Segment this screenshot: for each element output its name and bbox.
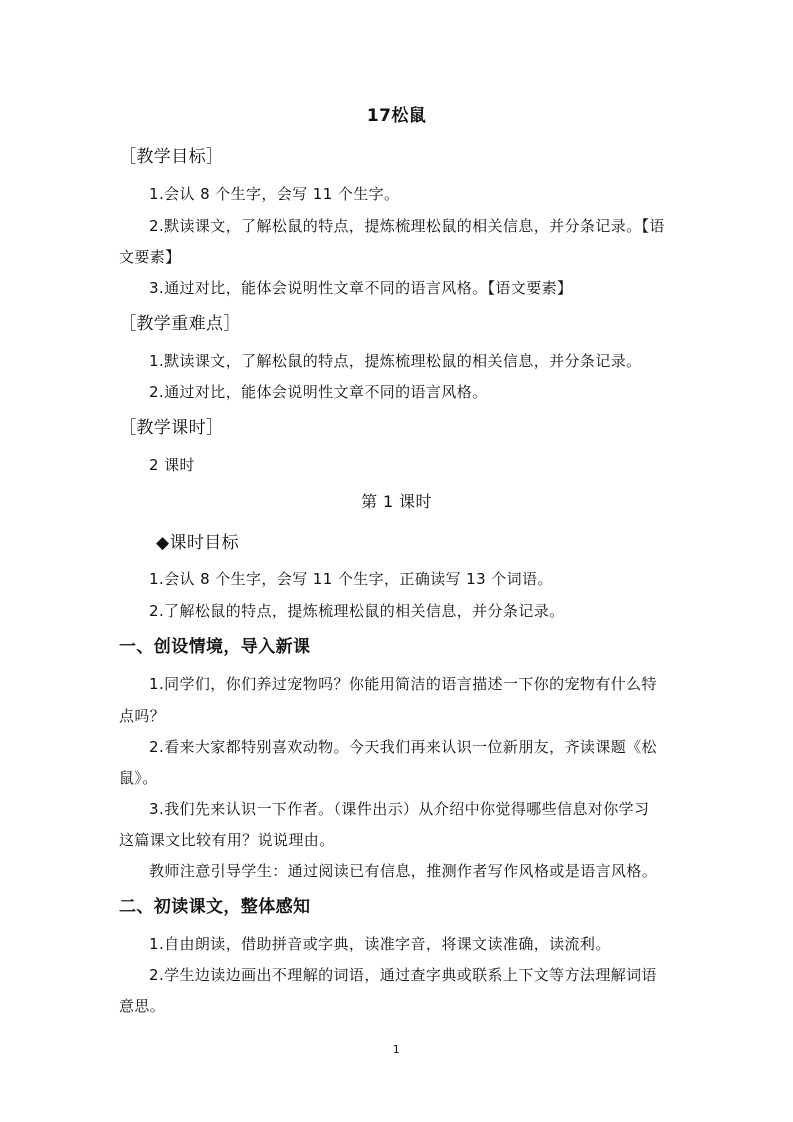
paragraph-line: 意思。 [119, 997, 166, 1015]
lesson-goal-item: 1.会认 8 个生字，会写 11 个生字，正确读写 13 个词语。 [149, 570, 553, 588]
goal-item: 2.默读课文，了解松鼠的特点，提炼梳理松鼠的相关信息，并分条记录。【语 [149, 217, 665, 235]
goal-item: 3.通过对比，能体会说明性文章不同的语言风格。【语文要素】 [149, 279, 573, 297]
teaching-goals-heading: ［教学目标］ [119, 147, 224, 167]
paragraph-line: 3.我们先来认识一下作者。（课件出示）从介绍中你觉得哪些信息对你学习 [149, 800, 650, 818]
goal-item: 1.会认 8 个生字，会写 11 个生字。 [149, 185, 400, 203]
paragraph-line: 1.同学们，你们养过宠物吗？你能用简洁的语言描述一下你的宠物有什么特 [149, 675, 657, 693]
section-heading-first-reading: 二、初读课文，整体感知 [119, 897, 311, 917]
paragraph-line: 这篇课文比较有用？说说理由。 [119, 831, 335, 849]
page-number: 1 [392, 1043, 401, 1056]
paragraph-line: 点吗？ [119, 707, 166, 725]
lesson-title: 第 1 课时 [361, 492, 432, 511]
paragraph-line: 2.看来大家都特别喜欢动物。今天我们再来认识一位新朋友，齐读课题《松 [149, 738, 657, 756]
class-hours-value: 2 课时 [149, 456, 195, 474]
lesson-goals-heading: ◆课时目标 [156, 533, 240, 553]
paragraph-line: 2.学生边读边画出不理解的词语，通过查字典或联系上下文等方法理解词语 [149, 966, 657, 984]
lesson-goal-item: 2.了解松鼠的特点，提炼梳理松鼠的相关信息，并分条记录。 [149, 602, 565, 620]
goal-item-continued: 文要素】 [119, 248, 181, 266]
paragraph-line: 教师注意引导学生：通过阅读已有信息，推测作者写作风格或是语言风格。 [149, 862, 658, 880]
section-heading-intro: 一、创设情境，导入新课 [119, 637, 311, 657]
class-hours-heading: ［教学课时］ [119, 418, 224, 438]
key-point-item: 2.通过对比，能体会说明性文章不同的语言风格。 [149, 383, 488, 401]
document-title: 17松鼠 [366, 106, 427, 126]
paragraph-line: 1.自由朗读，借助拼音或字典，读准字音，将课文读准确，读流利。 [149, 935, 611, 953]
key-point-item: 1.默读课文，了解松鼠的特点，提炼梳理松鼠的相关信息，并分条记录。 [149, 352, 642, 370]
paragraph-line: 鼠》。 [119, 769, 158, 787]
key-points-heading: ［教学重难点］ [119, 314, 241, 334]
